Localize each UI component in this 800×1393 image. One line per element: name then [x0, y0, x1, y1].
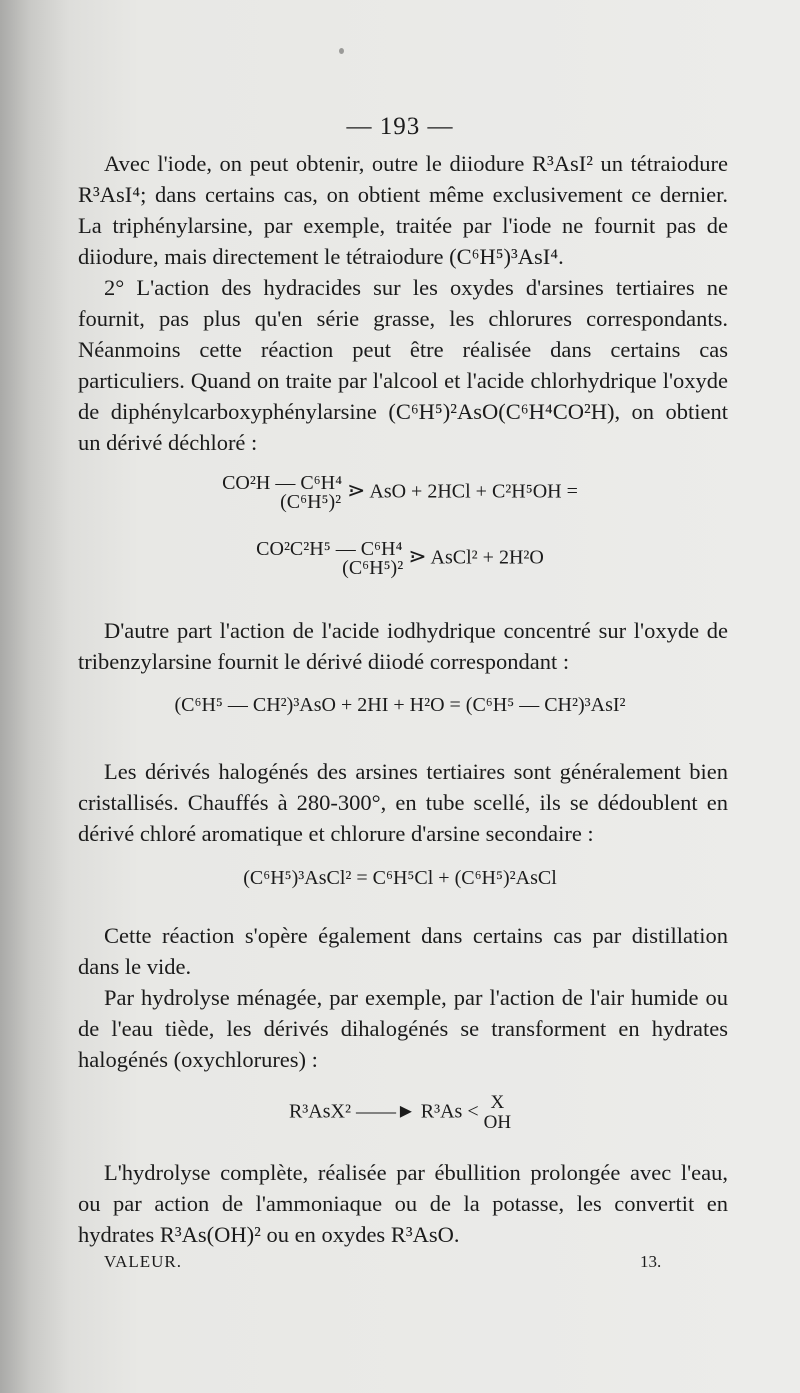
signature-mark: VALEUR. — [104, 1252, 182, 1271]
page-number: — 193 — — [346, 113, 454, 140]
equation-2-bottom: (C⁶H⁵)² — [342, 557, 404, 579]
paragraph-block-2 — [78, 615, 728, 677]
equation-2-substituents — [256, 540, 403, 578]
equation-5 — [0, 1093, 800, 1133]
paragraph-halogenated: Les dérivés halogénés des arsines tertiaires sont généralement bien cristallisés. Chauffés à 280-300°, en tube scellé, ils se dédoublent en dérivé chloré aromatique et chlorure d'arsine secondaire : — [78, 759, 728, 846]
equation-1-substituents — [222, 474, 342, 512]
equation-5-arrow: ——► — [355, 1100, 416, 1123]
equation-5-substituents — [484, 1093, 511, 1133]
equation-5-left: R³AsX² — [288, 1100, 351, 1123]
equation-1 — [0, 474, 800, 512]
paragraph-iodine: Avec l'iode, on peut obtenir, outre le diiodure R³AsI² un tétraiodure R³AsI⁴; dans certains cas, on obtient même exclusivement ce dernier. La triphénylarsine, par exemple, traitée par l'iode ne fournit pas de diiodure, mais directement le tétraiodure (C⁶H⁵)³AsI⁴. — [78, 151, 728, 269]
equation-3: (C⁶H⁵ — CH²)³AsO + 2HI + H²O = (C⁶H⁵ — CH²)³AsI² — [174, 694, 626, 716]
equation-2-top: CO²C²H⁵ — C⁶H⁴ — [256, 538, 403, 560]
paragraph-hydracids: 2° L'action des hydracides sur les oxydes d'arsines tertiaires ne fournit, pas plus qu'en série grasse, les chlorures correspondants. Néanmoins cette réaction peut être réalisée dans certains cas particuliers. Quand on traite par l'alcool et l'acide chlorhydrique l'oxyde de diphénylcarboxyphénylarsine (C⁶H⁵)²AsO(C⁶H⁴CO²H), on obtient un dérivé déchloré : — [78, 275, 728, 455]
ink-speck — [339, 48, 344, 54]
equation-5-bottom: OH — [483, 1112, 512, 1133]
sheet-number: 13. — [640, 1252, 662, 1271]
paragraph-block-4 — [78, 920, 728, 1075]
equation-4: (C⁶H⁵)³AsCl² = C⁶H⁵Cl + (C⁶H⁵)²AsCl — [243, 867, 557, 889]
equation-2 — [0, 540, 800, 578]
equation-1-top: CO²H — C⁶H⁴ — [222, 472, 343, 494]
equation-2-rest: AsCl² + 2H²O — [430, 546, 544, 569]
equation-1-bond: ⋗ — [347, 477, 366, 503]
equation-2-bond: ⋗ — [408, 543, 427, 569]
paragraph-block-1 — [78, 148, 728, 458]
paragraph-hydrolysis: Par hydrolyse ménagée, par exemple, par l'action de l'air humide ou de l'eau tiède, les dérivés dihalogénés se transforment en hydrates halogénés (oxychlorures) : — [78, 985, 728, 1072]
paragraph-block-3 — [78, 756, 728, 849]
paragraph-complete-hydrolysis: L'hydrolyse complète, réalisée par ébullition prolongée avec l'eau, ou par action de l'ammoniaque ou de la potasse, les convertit en hydrates R³As(OH)² ou en oxydes R³AsO. — [78, 1160, 728, 1247]
equation-1-rest: AsO + 2HCl + C²H⁵OH = — [369, 480, 578, 503]
equation-1-bottom: (C⁶H⁵)² — [280, 491, 342, 513]
equation-5-right: R³As < — [420, 1100, 479, 1123]
paragraph-hydriodic: D'autre part l'action de l'acide iodhydrique concentré sur l'oxyde de tribenzylarsine fournit le dérivé diiodé correspondant : — [78, 618, 728, 674]
paragraph-distillation: Cette réaction s'opère également dans certains cas par distillation dans le vide. — [78, 923, 728, 979]
paragraph-block-5 — [78, 1157, 728, 1250]
equation-5-top: X — [490, 1092, 505, 1113]
